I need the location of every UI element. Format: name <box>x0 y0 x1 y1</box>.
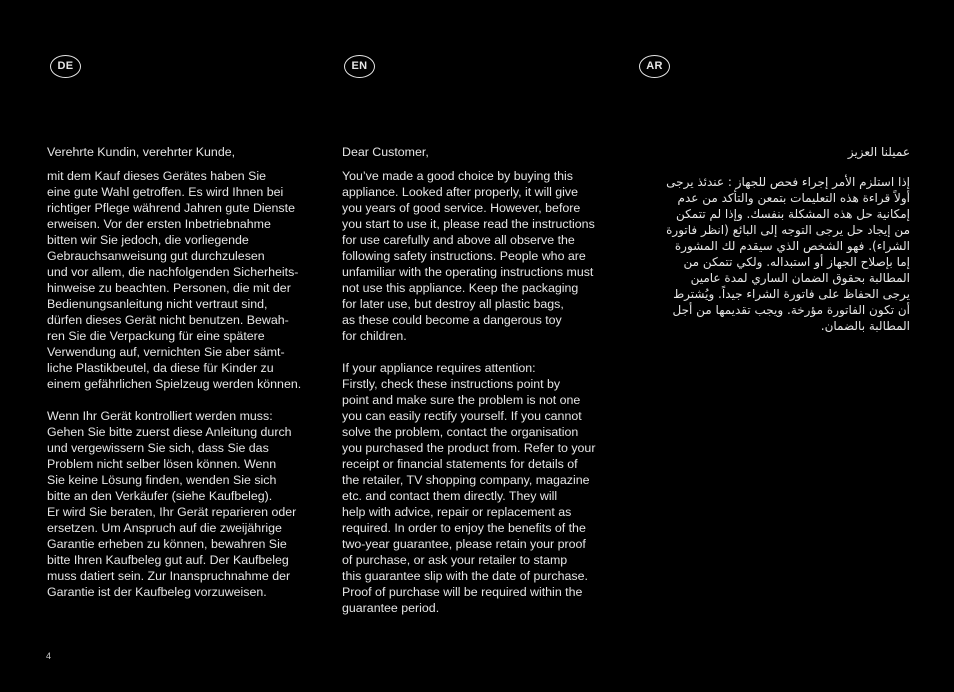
language-badge-de: DE <box>50 55 81 78</box>
arabic-service-paragraph: إذا استلزم الأمر إجراء فحص للجهاز : عندئذ يرجى أولاً قراءة هذه التعليمات بتمعن والتأكد من عدم إمكانية حل هذه المشكلة بنفسك. وإذا لم تتمكن من إيجاد حل يرجى التوجه إلى البائع (انظر فاتورة الشراء). فهو الشخص الذي سيقدم لك المشورة إما بإصلاح الجهاز أو استبداله. ولكي تتمكن من المطالبة بحقوق الضمان الساري لمدة عامين يرجى الحفاظ على فاتورة الشراء جيداً. ويُشترط أن تكون الفاتورة مؤرخة. ويجب تقديمها من أجل المطالبة بالضمان. <box>666 175 910 333</box>
language-badge-en: EN <box>344 55 375 78</box>
arabic-salutation: عميلنا العزيز <box>847 145 910 159</box>
german-service-paragraph: Wenn Ihr Gerät kontrolliert werden muss: Gehen Sie bitte zuerst diese Anleitung durch und vergewissern Sie sich, dass Sie das Problem nicht selber lösen können. Wenn Sie keine Lösung finden, wenden Sie sich bitte an den Verkäufer (siehe Kaufbeleg). Er wird Sie beraten, Ihr Gerät reparieren oder ersetzen. Um Anspruch auf die zweijährige Garantie erheben zu können, bewahren Sie bitte Ihren Kaufbeleg gut auf. Der Kaufbeleg muss datiert sein. Zur Inanspruchnahme der Garantie ist der Kaufbeleg vorzuweisen. <box>47 409 297 599</box>
page-number: 4 <box>46 651 52 661</box>
german-salutation: Verehrte Kundin, verehrter Kunde, <box>47 145 236 159</box>
english-salutation: Dear Customer, <box>342 145 429 159</box>
english-column <box>342 144 622 632</box>
english-service-paragraph: If your appliance requires attention: Firstly, check these instructions point by point and make sure the problem is not one you can easily rectify yourself. If you cannot solve the problem, contact the organisation you purchased the product from. Refer to your receipt or financial statements for details of the retailer, TV shopping company, magazine etc. and contact them directly. They will help with advice, repair or replacement as required. In order to enjoy the benefits of the two-year guarantee, please retain your proof of purchase, or ask your retailer to stamp this guarantee slip with the date of purchase. Proof of purchase will be required within the guarantee period. <box>342 361 596 615</box>
language-badge-ar: AR <box>639 55 670 78</box>
english-intro-paragraph: You’ve made a good choice by buying this appliance. Looked after properly, it will give you years of good service. However, before you start to use it, please read the instructions for use carefully and above all observe the following safety instructions. People who are unfamiliar with the operating instructions must not use this appliance. Keep the packaging for later use, but destroy all plastic bags, as these could become a dangerous toy for children. <box>342 169 595 343</box>
german-column <box>47 144 327 616</box>
arabic-column <box>636 144 910 350</box>
german-intro-paragraph: mit dem Kauf dieses Gerätes haben Sie eine gute Wahl getroffen. Es wird Ihnen bei richtiger Pflege während Jahren gute Dienste erweisen. Vor der ersten Inbetriebnahme bitten wir Sie jedoch, die vorliegende Gebrauchsanweisung gut durchzulesen und vor allem, die nachfolgenden Sicherheits- hinweise zu beachten. Personen, die mit der Bedienungsanleitung nicht vertraut sind, dürfen dieses Gerät nicht benutzen. Bewah- ren Sie die Verpackung für eine spätere Verwendung auf, vernichten Sie aber sämt- liche Plastikbeutel, da diese für Kinder zu einem gefährlichen Spielzeug werden können. <box>47 169 302 391</box>
